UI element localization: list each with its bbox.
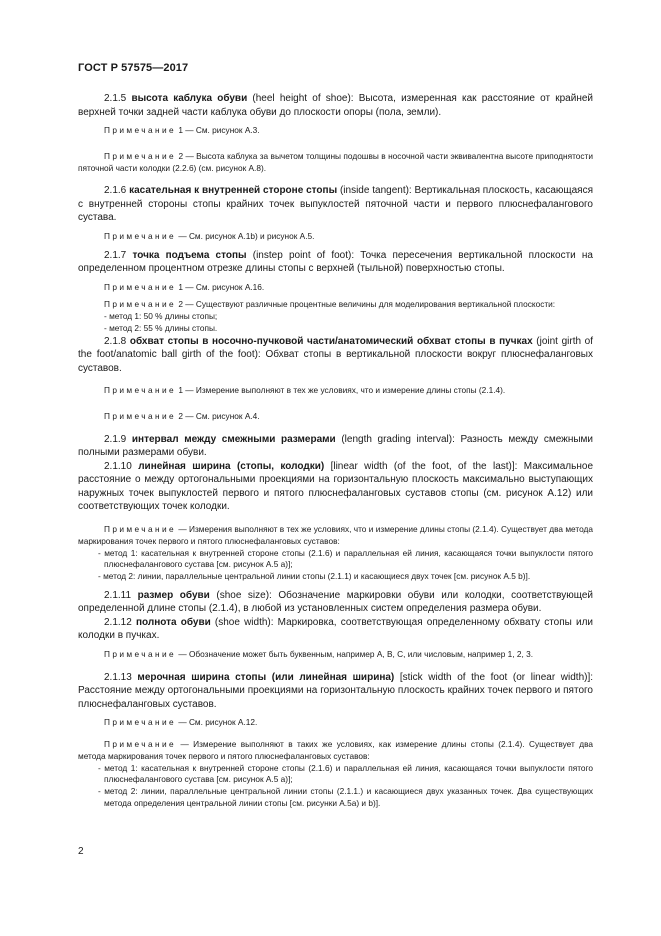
clause-term: линейная ширина (стопы, колодки)	[138, 460, 325, 472]
clause-2-1-13	[78, 671, 593, 712]
clause-number: 2.1.8	[104, 335, 127, 347]
note-text: 1 — См. рисунок А.16.	[176, 281, 265, 292]
note-label: Примечание	[104, 648, 177, 659]
note-text: — Измерения выполняют в тех же условиях, что и измерение длины стопы (2.1.4). Существует два метода маркирования точек первого и пятого плюснефаланговых суставов:	[78, 523, 593, 546]
clause-text: (instep point of foot): Точка пересечения вертикальной плоскости на определенном процентном отрезке длины стопы с верхней (тыльной) поверхностью стопы.	[78, 249, 593, 275]
clause-term: интервал между смежными размерами	[131, 433, 336, 445]
note-text: 1 — См. рисунок А.3.	[176, 125, 260, 135]
note-text: — Обозначение может быть буквенным, например А, В, С, или числовым, например 1, 2, 3.	[176, 648, 534, 659]
clause-text: [linear width (of the foot, of the last)]: Максимальное расстояние о между ортогональными проекциями на горизонтальную плоскость максимально выступающих наружных точек выпуклостей первого и пятого плюснефаланговых суставов стопы (см. рисунок А.12) или соответствующих точек колодки.	[78, 460, 594, 513]
note-label: Примечание	[104, 523, 177, 534]
list-item: - метод 2: 55 % длины стопы.	[104, 323, 218, 334]
clause-term: точка подъема стопы	[132, 249, 247, 261]
note-label: Примечание	[104, 150, 177, 161]
clause-number: 2.1.6	[104, 185, 127, 197]
clause-text: (length grading interval): Разность между смежными полными размерами обуви.	[78, 433, 594, 459]
note-label: Примечание	[104, 411, 177, 422]
note-label: Примечание	[104, 230, 177, 241]
clause-number: 2.1.10	[104, 460, 132, 472]
clause-2-1-9	[78, 433, 593, 460]
clause-2-1-11	[78, 589, 593, 616]
clause-text: (joint girth of the foot/anatomic ball girth of the foot): Обхват стопы в вертикальной плоскости вокруг плюснефаланговых суставов.	[78, 335, 594, 374]
clause-text: (heel height of shoe): Высота, измеренная как расстояние от крайней верхней точки задней части каблука обуви до плоскости опоры (пола, земли).	[78, 93, 593, 118]
clause-2-1-12	[78, 616, 593, 643]
clause-2-1-5	[78, 92, 593, 119]
note-text: 2 — Существуют различные процентные величины для моделирования вертикальной плоскости:	[176, 299, 556, 310]
clause-2-1-8	[78, 335, 593, 376]
note	[78, 717, 593, 729]
note	[78, 524, 593, 548]
list-item: - метод 2: линии, параллельные центральной линии стопы (2.1.1.) и касающиеся двух указанных точек. Два существующих метода определения центральной линии стопы [см. рисунки А.5а) и b)].	[98, 786, 593, 809]
clause-number: 2.1.5	[104, 93, 127, 104]
clause-number: 2.1.13	[104, 671, 132, 683]
note	[78, 231, 593, 243]
note-text: 2 — См. рисунок А.4.	[176, 411, 260, 422]
clause-term: касательная к внутренней стороне стопы	[129, 185, 338, 197]
note-label: Примечание	[104, 385, 177, 396]
note-label: Примечание	[104, 281, 177, 292]
note	[78, 385, 593, 397]
note	[78, 282, 593, 294]
page-number: 2	[78, 846, 84, 857]
note	[78, 411, 593, 423]
list-item: - метод 1: касательная к внутренней стороне стопы (2.1.6) и параллельная ей линия, касающаяся точки выпуклости пятого плюснефалангового сустава [см. рисунок А.5 а)];	[98, 762, 593, 785]
note-label: Примечание	[104, 739, 177, 750]
note-label: Примечание	[104, 299, 177, 310]
note-label: Примечание	[104, 717, 177, 728]
note-label: Примечание	[104, 125, 177, 135]
clause-term: размер обуви	[137, 589, 210, 601]
note	[78, 299, 593, 311]
clause-number: 2.1.9	[104, 433, 127, 445]
clause-2-1-7	[78, 249, 593, 276]
page-header: ГОСТ Р 57575—2017	[78, 62, 189, 74]
note-text: — См. рисунок А.1b) и рисунок А.5.	[176, 230, 315, 241]
clause-text: (shoe size): Обозначение маркировки обуви или колодки, соответствующей определенной длине стопы (2.1.4), в любой из установленных систем определения размера обуви.	[78, 589, 594, 615]
clause-text: [stick width of the foot (or linear width)]: Расстояние между ортогональными проекциями на горизонтальную плоскость крайних точек первого и пятого плюснефаланговых суставов.	[78, 671, 594, 710]
clause-number: 2.1.7	[104, 249, 127, 261]
list-item: - метод 1: 50 % длины стопы;	[104, 311, 218, 322]
list-item: - метод 2: линии, параллельные центральной линии стопы (2.1.1) и касающиеся двух точек [см. рисунок А.5 b)].	[98, 571, 531, 582]
note	[78, 649, 593, 661]
note	[78, 739, 593, 763]
clause-text: (shoe width): Маркировка, соответствующая определенному обхвату стопы или колодки в пучках.	[78, 616, 593, 642]
note-text: — Измерение выполняют в таких же условиях, как измерение длины стопы (2.1.4). Существует два метода маркирования точек первого и пятого плюснефаланговых суставов:	[78, 739, 593, 761]
note-text: — См. рисунок А.12.	[176, 717, 258, 728]
clause-term: мерочная ширина стопы (или линейная ширина)	[137, 671, 395, 683]
clause-term: высота каблука обуви	[131, 93, 248, 104]
clause-number: 2.1.11	[104, 589, 132, 601]
note	[78, 151, 593, 175]
note-text: 1 — Измерение выполняют в тех же условиях, что и измерение длины стопы (2.1.4).	[176, 385, 506, 396]
clause-term: полнота обуви	[135, 616, 211, 628]
list-item: - метод 1: касательная к внутренней стороне стопы (2.1.6) и параллельная ей линия, касающаяся точки выпуклости пятого плюснефалангового сустава [см. рисунок А.5 а)];	[98, 547, 593, 570]
document-body	[78, 92, 593, 810]
clause-term: обхват стопы в носочно-пучковой части/анатомический обхват стопы в пучках	[129, 335, 533, 347]
clause-text: (inside tangent): Вертикальная плоскость, касающаяся с внутренней стороны стопы крайних точек выпуклостей пяточной части и первого плюснефалангового сустава.	[78, 185, 594, 224]
note	[78, 125, 593, 137]
clause-2-1-6	[78, 184, 593, 225]
note-text: 2 — Высота каблука за вычетом толщины подошвы в носочной части эквивалентна высоте приподнятости пяточной части колодки (2.2.6) (см. рисунок А.8).	[78, 150, 593, 173]
clause-number: 2.1.12	[104, 616, 132, 628]
clause-2-1-10	[78, 460, 593, 514]
